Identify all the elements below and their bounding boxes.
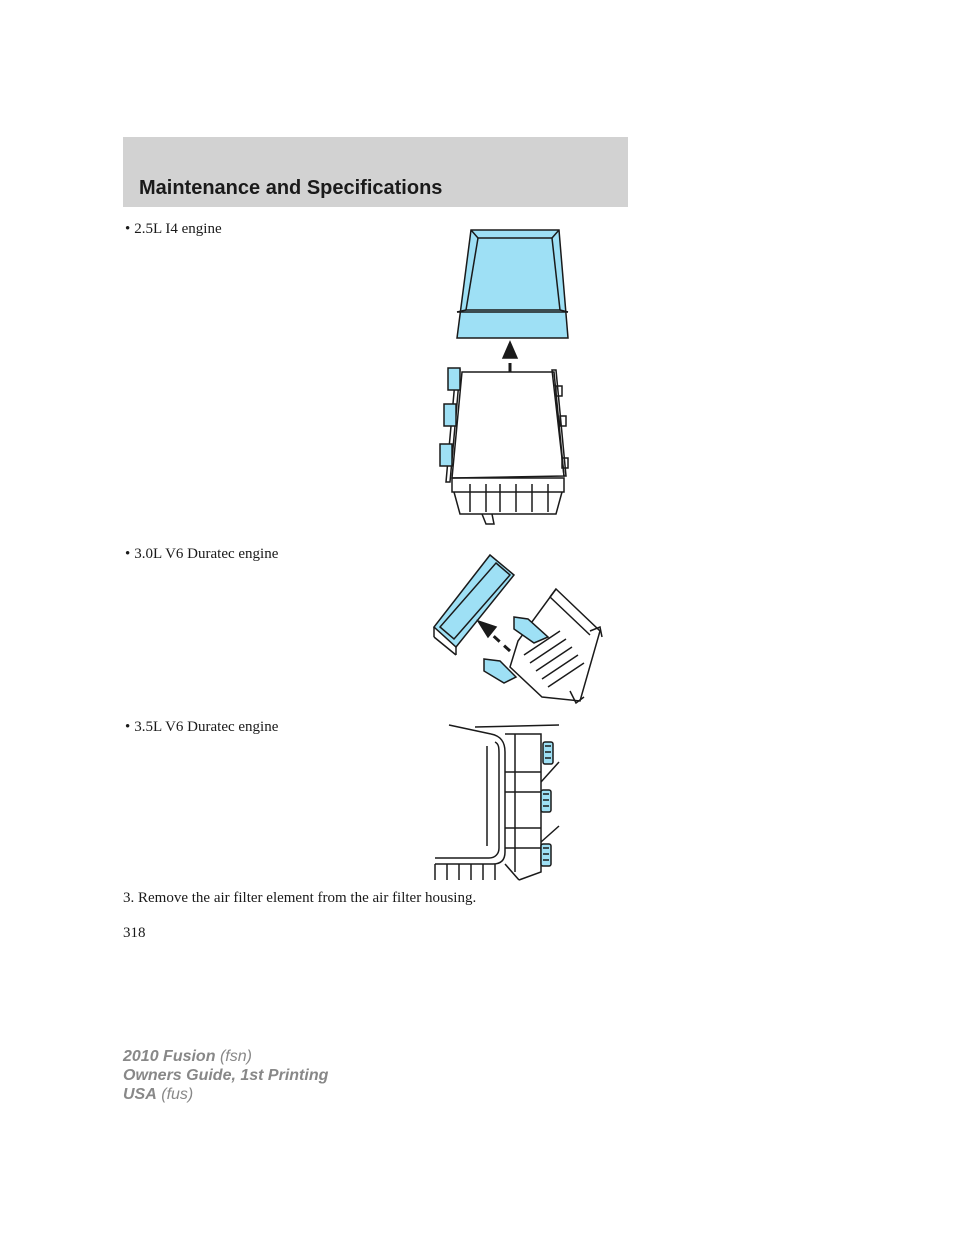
section-header-band xyxy=(123,137,628,207)
footer-guide: Owners Guide, 1st Printing xyxy=(123,1067,329,1084)
bullet-marker: • xyxy=(125,546,131,562)
footer-line-market xyxy=(123,1085,328,1104)
air-filter-illustration-3-0l xyxy=(430,551,605,708)
air-filter-illustration-3-5l xyxy=(433,722,563,882)
bullet-marker: • xyxy=(125,719,131,735)
footer-market-code: (fus) xyxy=(161,1086,194,1103)
bullet-item-2-5l xyxy=(125,221,222,238)
page-number: 318 xyxy=(123,925,146,941)
bullet-marker: • xyxy=(125,221,131,237)
clip xyxy=(448,368,460,390)
filter-housing xyxy=(452,372,564,478)
air-filter-illustration-2-5l xyxy=(436,226,586,531)
footer-market: USA xyxy=(123,1086,157,1103)
bullet-text: 3.5L V6 Duratec engine xyxy=(134,719,279,735)
bullet-text: 2.5L I4 engine xyxy=(134,221,222,237)
bullet-text: 3.0L V6 Duratec engine xyxy=(134,546,279,562)
footer-line-guide xyxy=(123,1066,328,1085)
footer-line-model xyxy=(123,1047,328,1066)
footer-model-code: (fsn) xyxy=(219,1048,252,1065)
filter-housing xyxy=(510,589,600,701)
document-footer xyxy=(123,1047,328,1104)
footer-model: 2010 Fusion xyxy=(123,1048,216,1065)
section-title: Maintenance and Specifications xyxy=(139,177,443,199)
clip xyxy=(440,444,452,466)
step-instruction: 3. Remove the air filter element from the air filter housing. xyxy=(123,890,477,906)
clip xyxy=(444,404,456,426)
bullet-item-3-5l xyxy=(125,719,278,736)
bullet-item-3-0l xyxy=(125,546,278,563)
filter-housing xyxy=(435,734,505,864)
